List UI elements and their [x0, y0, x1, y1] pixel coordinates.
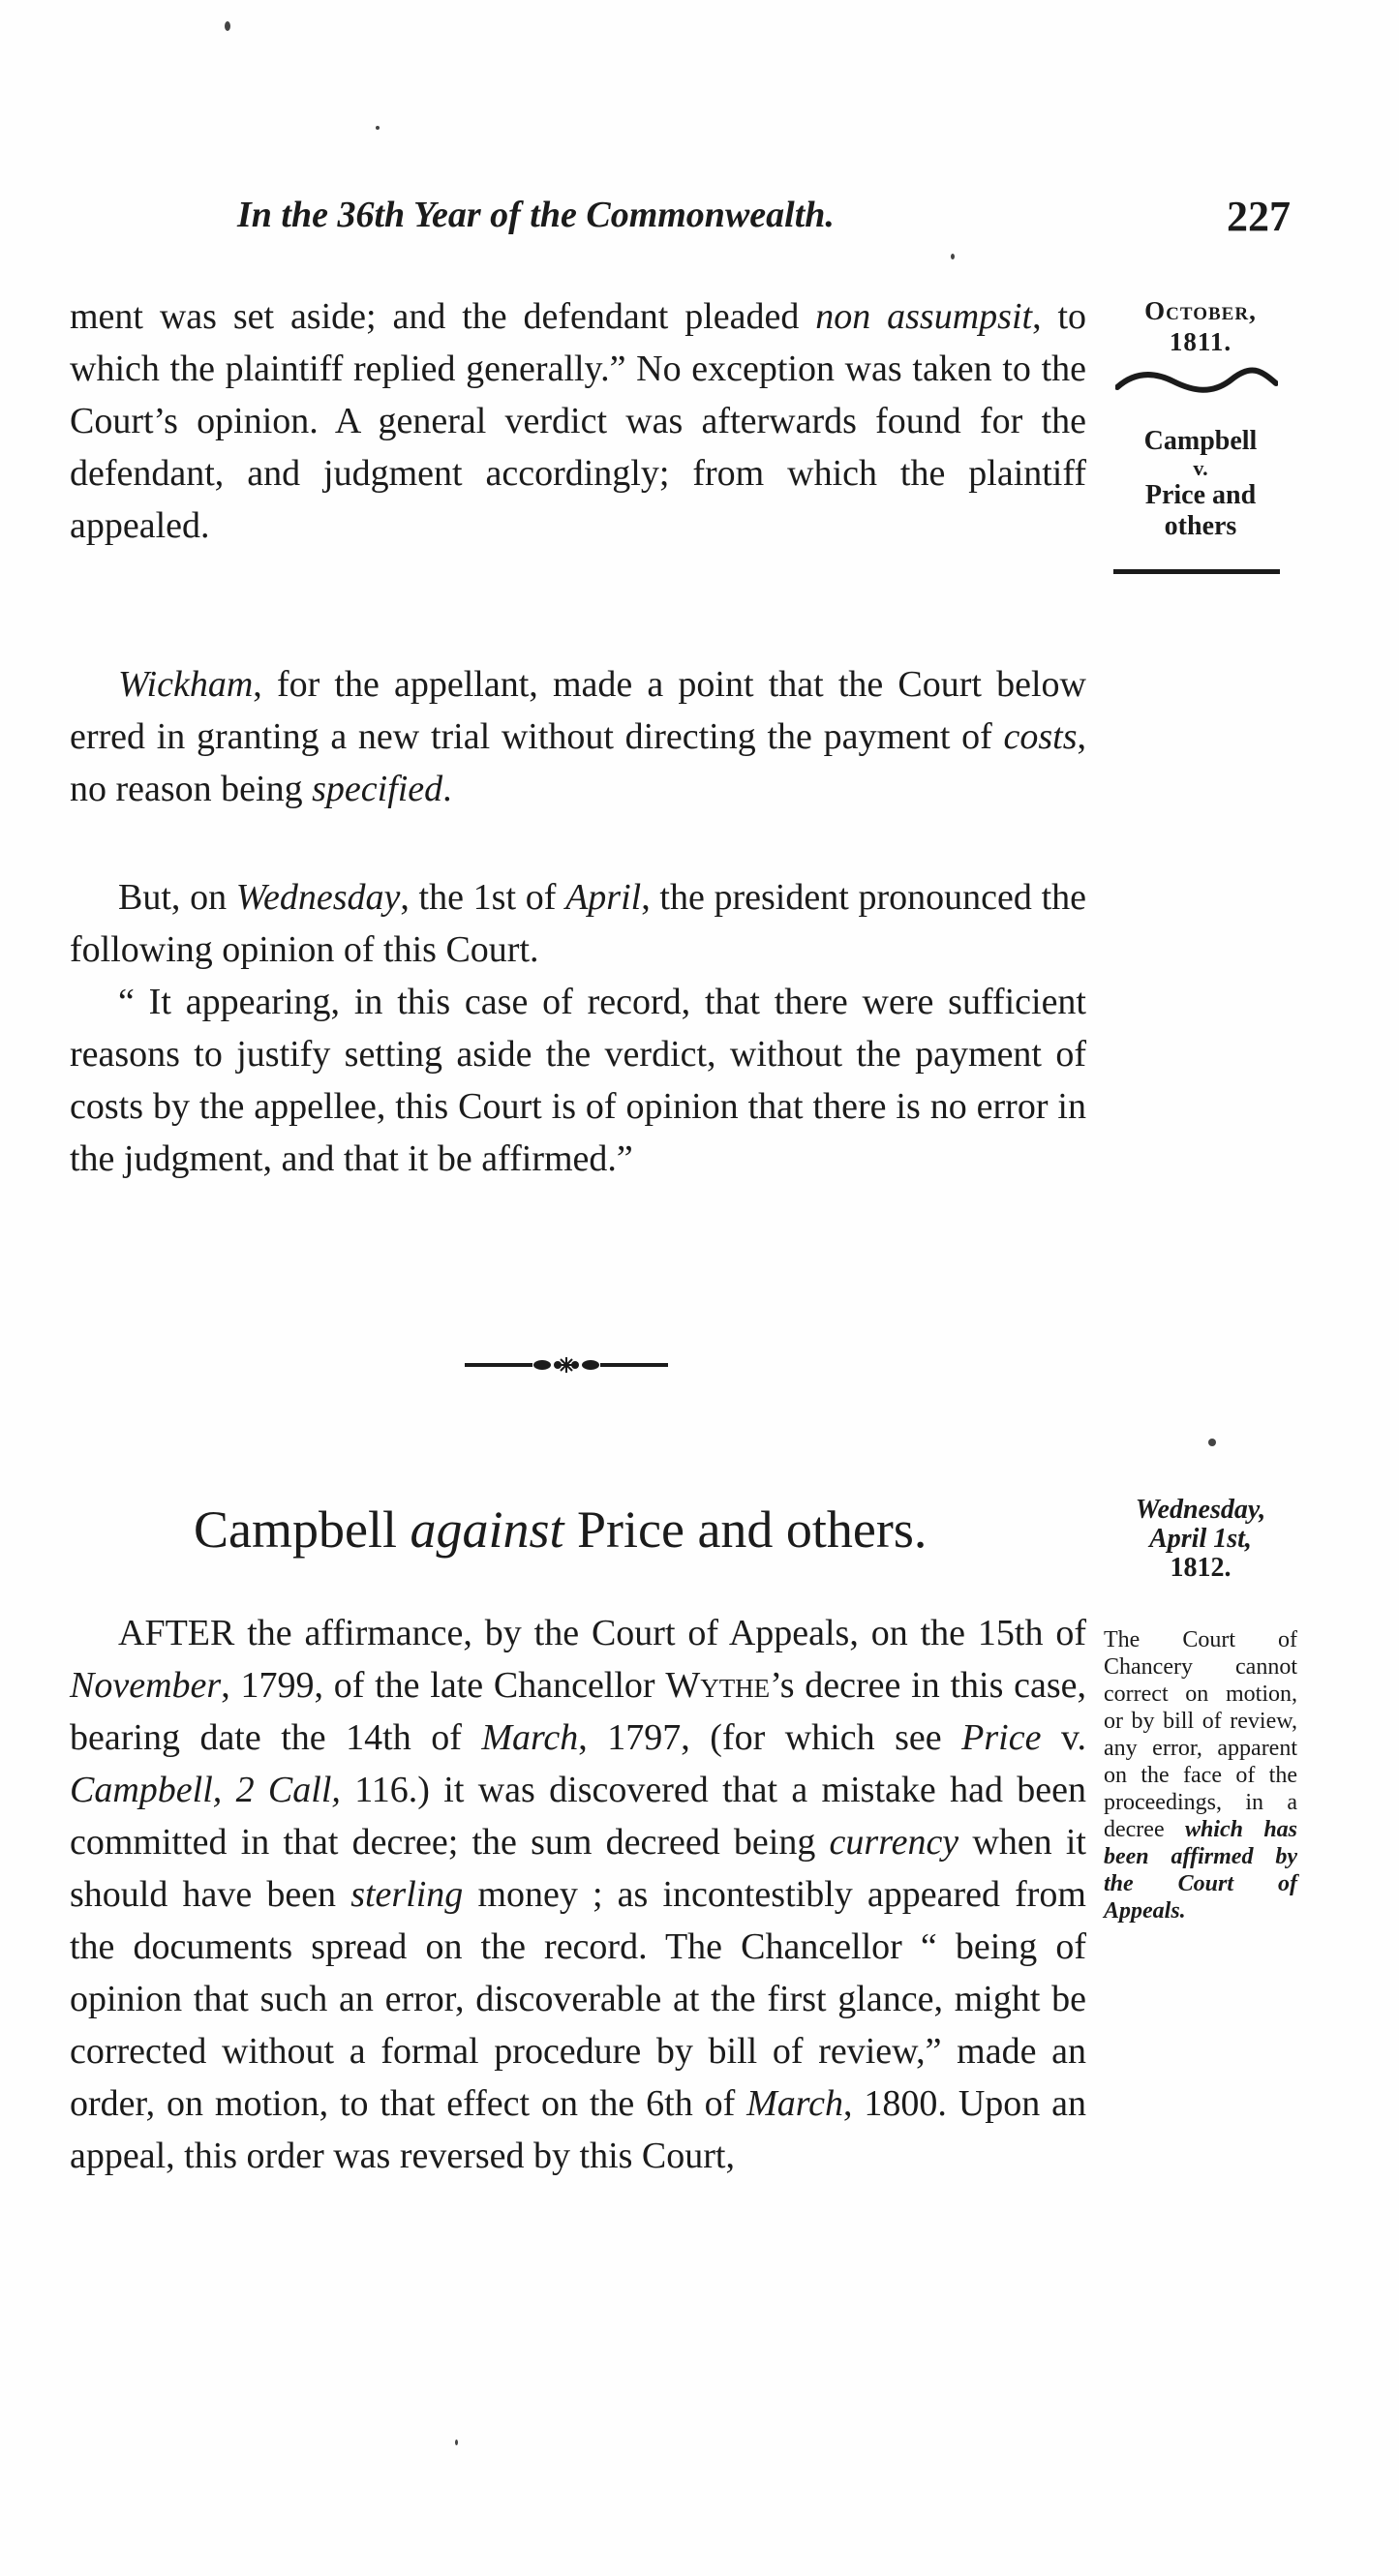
text-run: money ; as incontestibly appeared from the documents spread on the record. The Chancellor “ being of opinion that such an error, discoverable at the first glance, might be corrected without a formal procedure by bill of review,” made an order, on motion, to that effect on the 6th of	[70, 1874, 1086, 2124]
text-run: Campbell	[194, 1500, 411, 1559]
text-run: , for the appellant, made a point that the Court below erred in granting a new trial without directing the payment of	[70, 664, 1086, 757]
opinion-quote: “ It appearing, in this case of record, that there were sufficient reasons to justify setting aside the verdict, without the payment of costs by the appellee, this Court is of opinion that there is no error in the judgment, and that it be affirmed.”	[70, 982, 1086, 1179]
text-run: , the 1st of	[400, 877, 566, 918]
italic-run: non assumpsit	[815, 296, 1033, 337]
margin-rule	[1113, 569, 1280, 574]
margin-date-year: 1811.	[1169, 327, 1232, 356]
italic-run: Wickham	[118, 664, 254, 705]
smallcaps-run: Wythe	[665, 1665, 771, 1706]
text-run: .	[442, 769, 452, 809]
text-run: when it should have been	[70, 1822, 1086, 1915]
margin-headnote	[1104, 1626, 1297, 1924]
swash-ornament-icon	[1115, 366, 1278, 399]
scan-speck	[455, 2440, 458, 2445]
headnote-italic: which has been affirmed by the Court of Appeals.	[1104, 1817, 1297, 1924]
margin-date-2	[1104, 1496, 1297, 1583]
page-number: 227	[1227, 193, 1291, 240]
text-run: Price and others.	[563, 1500, 928, 1559]
italic-run: Price	[961, 1717, 1042, 1758]
scan-speck	[1208, 1439, 1216, 1446]
text-run: , to which the plaintiff replied generally.” No exception was taken to the Court’s opinion. A general verdict was afterwards found for the defendant, and judgment accordingly; from which the plaintiff appealed.	[70, 296, 1087, 546]
margin-date2-line: 1812.	[1170, 1553, 1232, 1583]
italic-run: currency	[829, 1822, 959, 1863]
text-run: ment was set aside; and the defendant pleaded	[70, 296, 816, 337]
paragraph-continuation	[70, 290, 1086, 552]
running-head: In the 36th Year of the Commonwealth.	[237, 195, 835, 235]
text-run: ’s decree in this case, bearing date the 14th of	[70, 1665, 1086, 1758]
italic-run: November	[70, 1665, 222, 1706]
italic-run: Campbell, 2 Call,	[70, 1770, 341, 1810]
text-run: 116.) it was discovered that a mistake had been committed in that decree; the sum decreed being	[70, 1770, 1086, 1863]
margin-date	[1104, 295, 1297, 357]
scan-speck	[225, 21, 230, 31]
scan-speck	[376, 126, 380, 130]
italic-run: against	[410, 1500, 564, 1559]
case-title	[194, 1499, 927, 1561]
text-run: , the president pronounced the following opinion of this Court.	[70, 877, 1086, 970]
italic-run: March	[481, 1717, 579, 1758]
text-run: , 1797, (for which see	[578, 1717, 962, 1758]
text-run: , no reason being	[70, 716, 1086, 809]
margin-date-month: October,	[1144, 296, 1257, 325]
margin-case-name	[1104, 426, 1297, 542]
margin-case-line: others	[1164, 511, 1237, 541]
margin-date2-line: Wednesday,	[1135, 1495, 1266, 1525]
italic-run: March	[746, 2083, 844, 2124]
scan-speck	[951, 254, 955, 259]
margin-case-line: v.	[1193, 456, 1208, 480]
text-run: , 1799, of the late Chancellor	[221, 1665, 666, 1706]
text-run: AFTER the affirmance, by the Court of Appeals, on the 15th of	[118, 1613, 1086, 1653]
margin-case-line: Campbell	[1143, 426, 1258, 456]
margin-date2-line: April 1st,	[1149, 1524, 1252, 1554]
italic-run: sterling	[350, 1874, 464, 1915]
margin-case-line: Price and	[1144, 480, 1257, 510]
paragraph-wickham	[70, 658, 1086, 815]
italic-run: Wednesday	[235, 877, 401, 918]
paragraph-after-affirmance	[70, 1607, 1086, 2182]
text-run: But, on	[118, 877, 236, 918]
ornament-divider-icon	[465, 1353, 668, 1377]
italic-run: specified	[312, 769, 443, 809]
text-run: v.	[1041, 1717, 1086, 1758]
text-run: , 1800. Upon an appeal, this order was reversed by this Court,	[70, 2083, 1087, 2176]
headnote-text: The Court of Chancery cannot correct on motion, or by bill of review, any error, apparent on the face of the proceedings, in a decree	[1104, 1627, 1297, 1842]
italic-run: costs	[1003, 716, 1078, 757]
paragraph-opinion	[70, 871, 1086, 1185]
italic-run: April	[565, 877, 642, 918]
